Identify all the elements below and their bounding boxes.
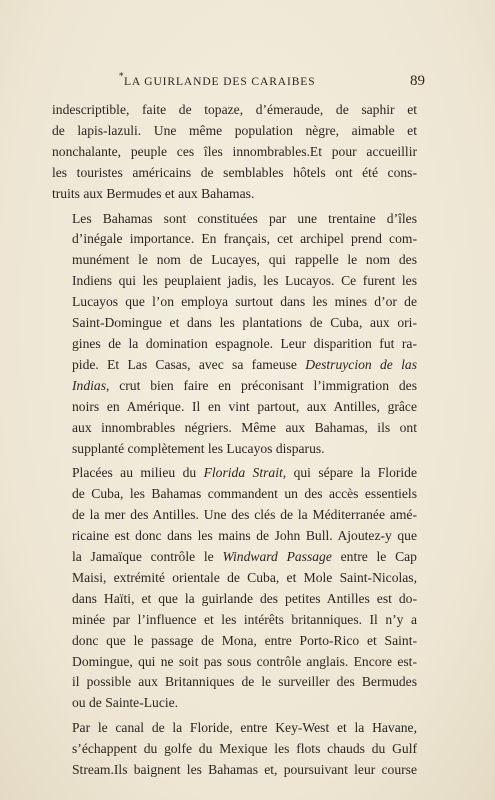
text-run: Stream.Ils baignent les Bahamas et, poursuivant leur course [72, 762, 417, 778]
text-line [52, 397, 417, 418]
text-line [52, 610, 417, 631]
text-line [52, 547, 417, 568]
text-line [52, 463, 417, 484]
text-run: d’inégale importance. En français, cet archipel prend com- [72, 231, 417, 247]
running-title: LA GUIRLANDE DES CARAIBES [124, 76, 316, 88]
text-line [52, 271, 417, 292]
text-run: truits aux Bermudes et aux Bahamas. [52, 185, 255, 201]
text-run: Lucayos que l’on employa surtout dans les mines d’or de [72, 294, 417, 310]
text-line [52, 209, 417, 230]
text-run: nonchalante, peuple ces îles innombrables.Et pour accueillir [52, 143, 417, 159]
text-run: Les Bahamas sont constituées par une trentaine d’îles [72, 210, 417, 226]
text-line [52, 163, 417, 184]
text-run: minée par l’influence et les intérêts britanniques. Il n’y a [72, 611, 417, 627]
text-run: ou de Sainte-Lucie. [72, 695, 179, 711]
paragraph [52, 463, 417, 714]
paragraph [52, 100, 417, 205]
text-run: munément le nom de Lucayes, qui rappelle le nom des [72, 252, 417, 268]
paragraph [52, 209, 417, 460]
italic-text: Destruycion de las [305, 356, 418, 372]
text-run: s’échappent du golfe du Mexique les flots chauds du Gulf [72, 741, 417, 757]
text-line [52, 760, 417, 781]
text-line [52, 526, 417, 547]
text-line [52, 568, 417, 589]
text-run: entre le Cap [331, 549, 417, 565]
italic-text: Florida Strait [203, 465, 283, 481]
text-line [52, 142, 417, 163]
text-line [52, 484, 417, 505]
text-line [52, 184, 417, 205]
text-line [52, 313, 417, 334]
page-number: 89 [410, 73, 425, 89]
text-line [52, 672, 417, 693]
running-header [60, 72, 425, 92]
text-line [52, 355, 417, 376]
text-run: Domingue, qui ne soit pas sous contrôle anglais. Encore est- [72, 653, 417, 669]
text-run: gines de la domination espagnole. Leur disparition fut ra- [72, 335, 417, 351]
italic-text: Windward Passage [222, 549, 332, 565]
text-run: Indiens qui les peuplaient jadis, les Lucayos. Ce furent les [72, 273, 417, 289]
text-line [52, 292, 417, 313]
text-run: supplanté complètement les Lucayos disparus. [72, 440, 325, 456]
text-line [52, 439, 417, 460]
text-line [52, 250, 417, 271]
text-run: il possible aux Britanniques de le surveiller des Bermudes [72, 674, 417, 690]
text-run: , crut bien faire en préconisant l’immigration des [105, 377, 417, 393]
body-text [52, 100, 417, 781]
text-run: donc que le passage de Mona, entre Porto-Rico et Saint- [72, 632, 417, 648]
text-run: Saint-Domingue et dans les plantations de Cuba, aux ori- [72, 315, 417, 331]
text-line [52, 121, 417, 142]
text-run: de Cuba, les Bahamas commandent un des accès essentiels [72, 486, 417, 502]
text-run: Par le canal de la Floride, entre Key-West et la Havane, [72, 720, 417, 736]
text-run: pide. Et Las Casas, avec sa fameuse [72, 356, 306, 372]
text-run: , qui sépare la Floride [282, 465, 417, 481]
text-run: ricaine est donc dans les mains de John Bull. Ajoutez-y que [72, 528, 417, 544]
text-line [52, 505, 417, 526]
header-ornament: * [119, 72, 124, 82]
text-line [52, 229, 417, 250]
text-line [52, 631, 417, 652]
text-run: la Jamaïque contrôle le [72, 549, 223, 565]
text-run: de la mer des Antilles. Une des clés de la Méditerranée amé- [72, 507, 417, 523]
text-line [52, 418, 417, 439]
text-run: indescriptible, faite de topaze, d’émeraude, de saphir et [52, 102, 417, 117]
text-line [52, 376, 417, 397]
text-run: dans Haïti, et que la guirlande des petites Antilles est do- [72, 590, 417, 606]
text-line [52, 693, 417, 714]
text-line [52, 589, 417, 610]
text-run: Maisi, extrémité orientale de Cuba, et Mole Saint-Nicolas, [72, 569, 417, 585]
text-run: Placées au milieu du [72, 465, 204, 481]
text-run: de lapis-lazuli. Une même population nègre, aimable et [52, 122, 417, 138]
text-line [52, 718, 417, 739]
text-run: noirs en Amérique. Il en vint partout, aux Antilles, grâce [72, 398, 417, 414]
italic-text: Indias [72, 377, 106, 393]
text-line [52, 100, 417, 121]
text-run: aux innombrables négriers. Même aux Bahamas, ils ont [72, 419, 417, 435]
text-line [52, 334, 417, 355]
text-run: les touristes américains de semblables hôtels ont été cons- [52, 164, 417, 180]
text-line [52, 652, 417, 673]
paragraph [52, 718, 417, 781]
text-line [52, 739, 417, 760]
